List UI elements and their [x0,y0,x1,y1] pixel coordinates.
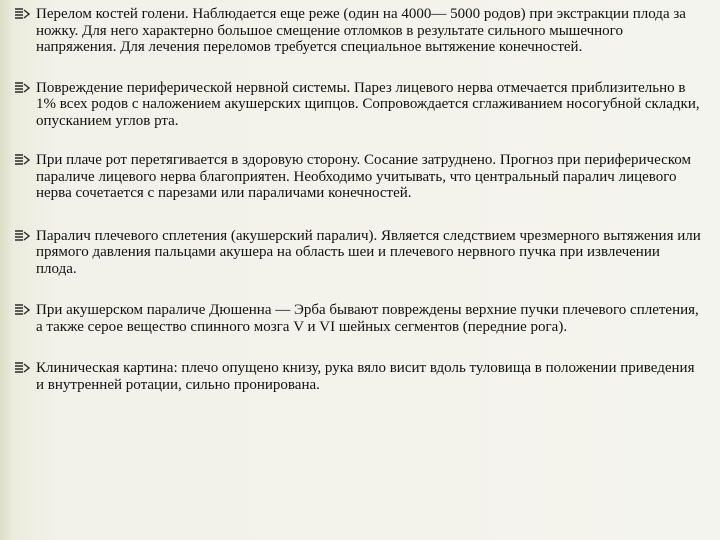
list-bullet-icon [14,303,30,317]
list-item-text: Повреждение периферической нервной системы. Парез лицевого нерва отмечается приблизительно в 1% всех родов с наложением акушерских щипцов. Сопровождается сглаживанием носогубной складки, опусканием углов рта. [36,79,700,129]
list-item [14,360,704,393]
list-item-text: Паралич плечевого сплетения (акушерский паралич). Является следствием чрезмерного вытяжения или прямого давления пальцами акушера на область шеи и плечевого нервного пучка при извлечении плода. [36,227,701,277]
left-decorative-band [0,0,14,540]
list-item [14,80,704,130]
list-bullet-icon [14,361,30,375]
list-item-text: При акушерском параличе Дюшенна — Эрба бывают повреждены верхние пучки плечевого сплетения, а также серое вещество спинного мозга V и VI шейных сегментов (передние рога). [36,302,699,335]
list-item-text: Перелом костей голени. Наблюдается еще реже (один на 4000— 5000 родов) при экстракции плода за ножку. Для него характерно большое смещение отломков в результате сильного мышечного напряжения. Для лечения переломов требуется специальное вытяжение конечностей. [36,6,686,55]
list-bullet-icon [14,153,30,167]
list-bullet-icon [14,229,30,243]
list-item-text: Клиническая картина: плечо опущено книзу, рука вяло висит вдоль туловища в положении приведения и внутренней ротации, сильно пронирована. [36,360,695,393]
list-item [14,228,704,278]
list-item [14,152,704,202]
list-item [14,6,704,56]
list-item [14,302,704,335]
list-bullet-icon [14,7,30,21]
list-bullet-icon [14,81,30,95]
bullet-list [14,6,704,393]
list-item-text: При плаче рот перетягивается в здоровую сторону. Сосание затруднено. Прогноз при периферическом параличе лицевого нерва благоприятен. Необходимо учитывать, что центральный паралич лицевого нерва сочетается с парезами или параличами конечностей. [36,152,691,201]
